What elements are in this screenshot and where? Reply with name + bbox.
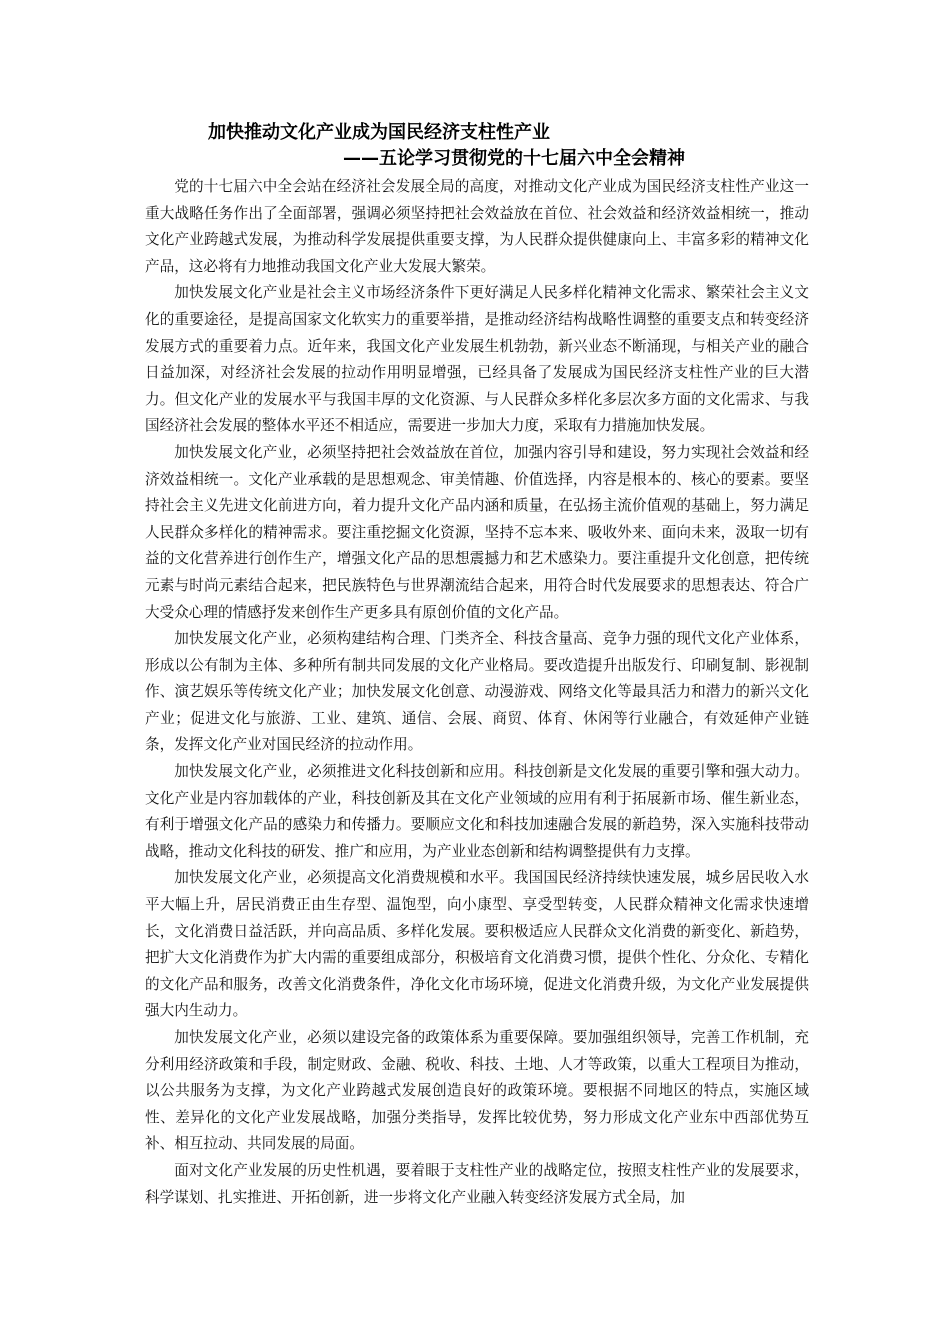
document-subtitle: ——五论学习贯彻党的十七届六中全会精神: [343, 148, 685, 169]
paragraph-7: 加快发展文化产业，必须以建设完备的政策体系为重要保障。要加强组织领导，完善工作机制，充分利用经济政策和手段，制定财政、金融、税收、科技、土地、人才等政策，以重大工程项目为推动，以公共服务为支撑，为文化产业跨越式发展创造良好的政策环境。要根据不同地区的特点，实施区域性、差异化的文化产业发展战略，加强分类指导，发挥比较优势，努力形成文化产业东中西部优势互补、相互拉动、共同发展的局面。: [145, 1029, 809, 1153]
paragraph-6: 加快发展文化产业，必须提高文化消费规模和水平。我国国民经济持续快速发展，城乡居民收入水平大幅上升，居民消费正由生存型、温饱型，向小康型、享受型转变，人民群众精神文化需求快速增长，文化消费日益活跃，并向高品质、多样化发展。要积极适应人民群众文化消费的新变化、新趋势，把扩大文化消费作为扩大内需的重要组成部分，积极培育文化消费习惯，提供个性化、分众化、专精化的文化产品和服务，改善文化消费条件，净化文化市场环境，促进文化消费升级，为文化产业发展提供强大内生动力。: [145, 869, 809, 1020]
paragraph-4: 加快发展文化产业，必须构建结构合理、门类齐全、科技含量高、竞争力强的现代文化产业体系，形成以公有制为主体、多种所有制共同发展的文化产业格局。要改造提升出版发行、印刷复制、影视制作、演艺娱乐等传统文化产业；加快发展文化创意、动漫游戏、网络文化等最具活力和潜力的新兴文化产业；促进文化与旅游、工业、建筑、通信、会展、商贸、体育、休闲等行业融合，有效延伸产业链条，发挥文化产业对国民经济的拉动作用。: [145, 630, 809, 754]
document-title: 加快推动文化产业成为国民经济支柱性产业: [208, 122, 550, 143]
paragraph-1: 党的十七届六中全会站在经济社会发展全局的高度，对推动文化产业成为国民经济支柱性产业这一重大战略任务作出了全面部署，强调必须坚持把社会效益放在首位、社会效益和经济效益相统一，推动文化产业跨越式发展，为推动科学发展提供重要支撑，为人民群众提供健康向上、丰富多彩的精神文化产品，这必将有力地推动我国文化产业大发展大繁荣。: [145, 178, 809, 275]
document-page: [145, 120, 809, 1211]
document-body: [145, 174, 809, 1211]
paragraph-2: 加快发展文化产业是社会主义市场经济条件下更好满足人民多样化精神文化需求、繁荣社会主义文化的重要途径，是提高国家文化软实力的重要举措，是推动经济结构战略性调整的重要支点和转变经济发展方式的重要着力点。近年来，我国文化产业发展生机勃勃，新兴业态不断涌现，与相关产业的融合日益加深，对经济社会发展的拉动作用明显增强，已经具备了发展成为国民经济支柱性产业的巨大潜力。但文化产业的发展水平与我国丰厚的文化资源、与人民群众多样化多层次多方面的文化需求、与我国经济社会发展的整体水平还不相适应，需要进一步加大力度，采取有力措施加快发展。: [145, 284, 809, 435]
paragraph-8: 面对文化产业发展的历史性机遇，要着眼于支柱性产业的战略定位，按照支柱性产业的发展要求，科学谋划、扎实推进、开拓创新，进一步将文化产业融入转变经济发展方式全局，加: [145, 1161, 809, 1206]
paragraph-3: 加快发展文化产业，必须坚持把社会效益放在首位，加强内容引导和建设，努力实现社会效益和经济效益相统一。文化产业承载的是思想观念、审美情趣、价值选择，内容是根本的、核心的要素。要坚持社会主义先进文化前进方向，着力提升文化产品内涵和质量，在弘扬主流价值观的基础上，努力满足人民群众多样化的精神需求。要注重挖掘文化资源，坚持不忘本来、吸收外来、面向未来，汲取一切有益的文化营养进行创作生产，增强文化产品的思想震撼力和艺术感染力。要注重提升文化创意，把传统元素与时尚元素结合起来，把民族特色与世界潮流结合起来，用符合时代发展要求的思想表达、符合广大受众心理的情感抒发来创作生产更多具有原创价值的文化产品。: [145, 443, 809, 621]
paragraph-5: 加快发展文化产业，必须推进文化科技创新和应用。科技创新是文化发展的重要引擎和强大动力。文化产业是内容加载体的产业，科技创新及其在文化产业领域的应用有利于拓展新市场、催生新业态，有利于增强文化产品的感染力和传播力。要顺应文化和科技加速融合发展的新趋势，深入实施科技带动战略，推动文化科技的研发、推广和应用，为产业业态创新和结构调整提供有力支撑。: [145, 763, 809, 860]
